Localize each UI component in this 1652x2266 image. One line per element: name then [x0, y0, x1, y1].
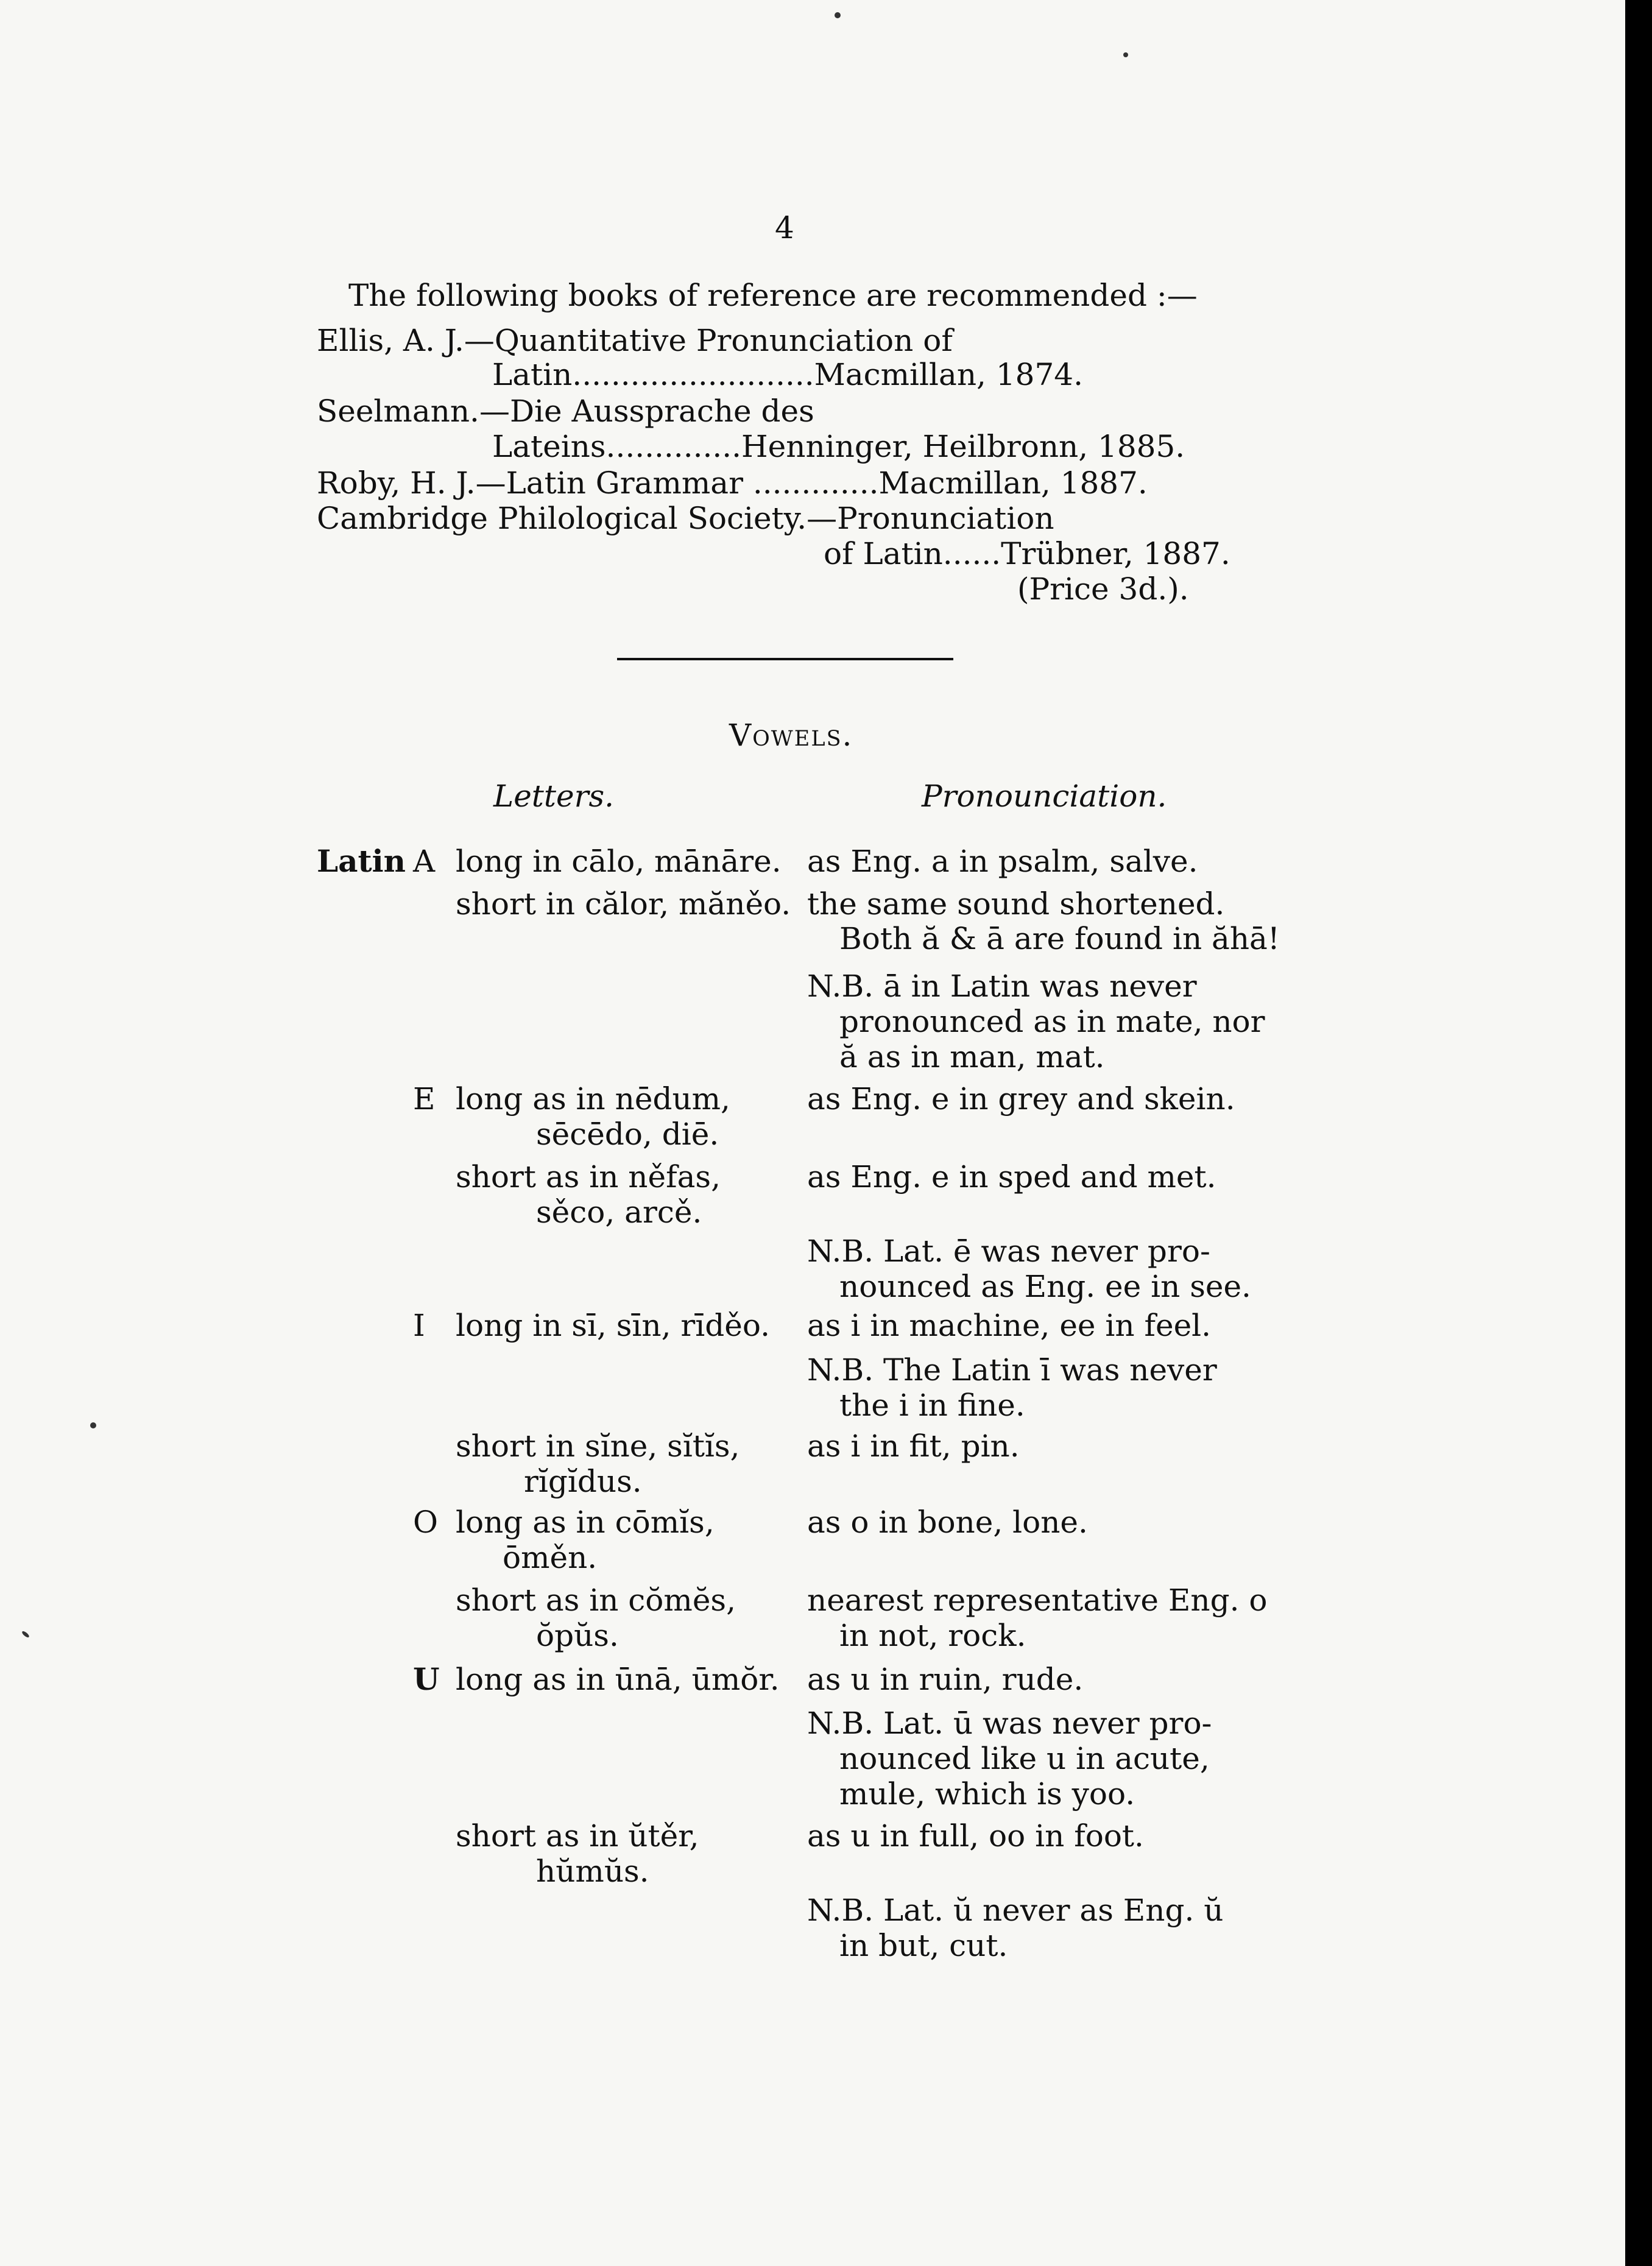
- i-long-pronunciation: as i in machine, ee in feel.: [807, 1308, 1212, 1343]
- a-long-pronunciation: as Eng. a in psalm, salve.: [807, 844, 1198, 879]
- latin-label: Latin: [317, 843, 406, 879]
- u-short-examples-2: hŭmŭs.: [536, 1854, 649, 1889]
- reference-cambridge-line3: (Price 3d.).: [1017, 571, 1189, 607]
- i-short-examples-1: short in sĭne, sĭtĭs,: [456, 1428, 740, 1464]
- a-short-pronunciation-1: the same sound shortened.: [807, 886, 1225, 922]
- scan-speck: [21, 1630, 30, 1639]
- scan-speck: [835, 12, 841, 18]
- e-nb-1: N.B. Lat. ē was never pro-: [807, 1234, 1210, 1269]
- reference-ellis-line1: Ellis, A. J.—Quantitative Pronunciation of: [317, 323, 953, 358]
- a-short-examples: short in călor, măněo.: [456, 886, 791, 922]
- i-nb-1: N.B. The Latin ī was never: [807, 1352, 1217, 1388]
- vowel-letter-u: U: [413, 1661, 440, 1697]
- a-nb-1: N.B. ā in Latin was never: [807, 969, 1197, 1004]
- scan-speck: [90, 1422, 96, 1428]
- u-short-examples-1: short as in ŭtěr,: [456, 1818, 699, 1854]
- o-short-examples-1: short as in cŏmĕs,: [456, 1583, 736, 1618]
- o-short-examples-2: ŏpŭs.: [536, 1618, 619, 1653]
- i-long-examples: long in sī, sīn, rīděo.: [456, 1308, 770, 1343]
- e-long-examples-2: sēcēdo, diē.: [536, 1117, 719, 1152]
- section-divider: [617, 658, 953, 660]
- reference-roby: Roby, H. J.—Latin Grammar .............Macmillan, 1887.: [317, 465, 1148, 501]
- e-short-examples-1: short as in něfas,: [456, 1159, 721, 1195]
- u-long-pronunciation: as u in ruin, rude.: [807, 1662, 1084, 1697]
- u-nb2-2: in but, cut.: [839, 1928, 1008, 1963]
- o-long-examples-1: long as in cōmĭs,: [456, 1505, 715, 1540]
- e-long-examples-1: long as in nēdum,: [456, 1081, 730, 1117]
- i-short-examples-2: rĭgĭdus.: [524, 1464, 642, 1499]
- e-nb-2: nounced as Eng. ee in see.: [839, 1269, 1251, 1304]
- reference-seelmann-line1: Seelmann.—Die Aussprache des: [317, 394, 814, 429]
- column-header-letters: Letters.: [493, 778, 615, 814]
- i-nb-2: the i in fine.: [839, 1388, 1025, 1423]
- o-short-pronunciation-2: in not, rock.: [839, 1618, 1026, 1653]
- section-title: Vowels.: [729, 718, 853, 753]
- u-long-examples: long as in ūnā, ūmŏr.: [456, 1662, 780, 1697]
- e-short-examples-2: sěco, arcě.: [536, 1195, 702, 1230]
- e-long-pronunciation: as Eng. e in grey and skein.: [807, 1081, 1235, 1117]
- reference-ellis-line2: Latin.........................Macmillan, 1874.: [492, 357, 1083, 392]
- scan-speck: [1123, 52, 1128, 57]
- vowel-letter-a: A: [413, 844, 436, 879]
- vowel-letter-i: I: [413, 1308, 425, 1343]
- references-intro: The following books of reference are recommended :—: [348, 278, 1198, 313]
- vowel-letter-e: E: [413, 1081, 436, 1117]
- column-header-pronunciation: Pronounciation.: [922, 778, 1167, 814]
- a-short-pronunciation-2: Both ă & ā are found in ăhā!: [839, 921, 1280, 956]
- a-long-examples: long in cālo, mānāre.: [456, 844, 782, 879]
- a-nb-3: ă as in man, mat.: [839, 1039, 1105, 1075]
- page-number: 4: [775, 210, 794, 245]
- u-nb-1: N.B. Lat. ū was never pro-: [807, 1706, 1212, 1741]
- i-short-pronunciation: as i in fit, pin.: [807, 1428, 1020, 1464]
- o-short-pronunciation-1: nearest representative Eng. o: [807, 1583, 1268, 1618]
- reference-cambridge-line1: Cambridge Philological Society.—Pronunciation: [317, 501, 1054, 536]
- a-nb-2: pronounced as in mate, nor: [839, 1004, 1265, 1039]
- o-long-pronunciation: as o in bone, lone.: [807, 1505, 1088, 1540]
- u-nb-2: nounced like u in acute,: [839, 1741, 1210, 1776]
- e-short-pronunciation: as Eng. e in sped and met.: [807, 1159, 1216, 1195]
- vowel-letter-o: O: [413, 1505, 438, 1540]
- reference-seelmann-line2: Lateins..............Henninger, Heilbronn, 1885.: [492, 429, 1185, 464]
- u-nb2-1: N.B. Lat. ŭ never as Eng. ŭ: [807, 1893, 1224, 1928]
- u-nb-3: mule, which is yoo.: [839, 1776, 1135, 1812]
- o-long-examples-2: ōměn.: [503, 1540, 598, 1575]
- reference-cambridge-line2: of Latin......Trübner, 1887.: [824, 536, 1230, 571]
- u-short-pronunciation: as u in full, oo in foot.: [807, 1818, 1144, 1854]
